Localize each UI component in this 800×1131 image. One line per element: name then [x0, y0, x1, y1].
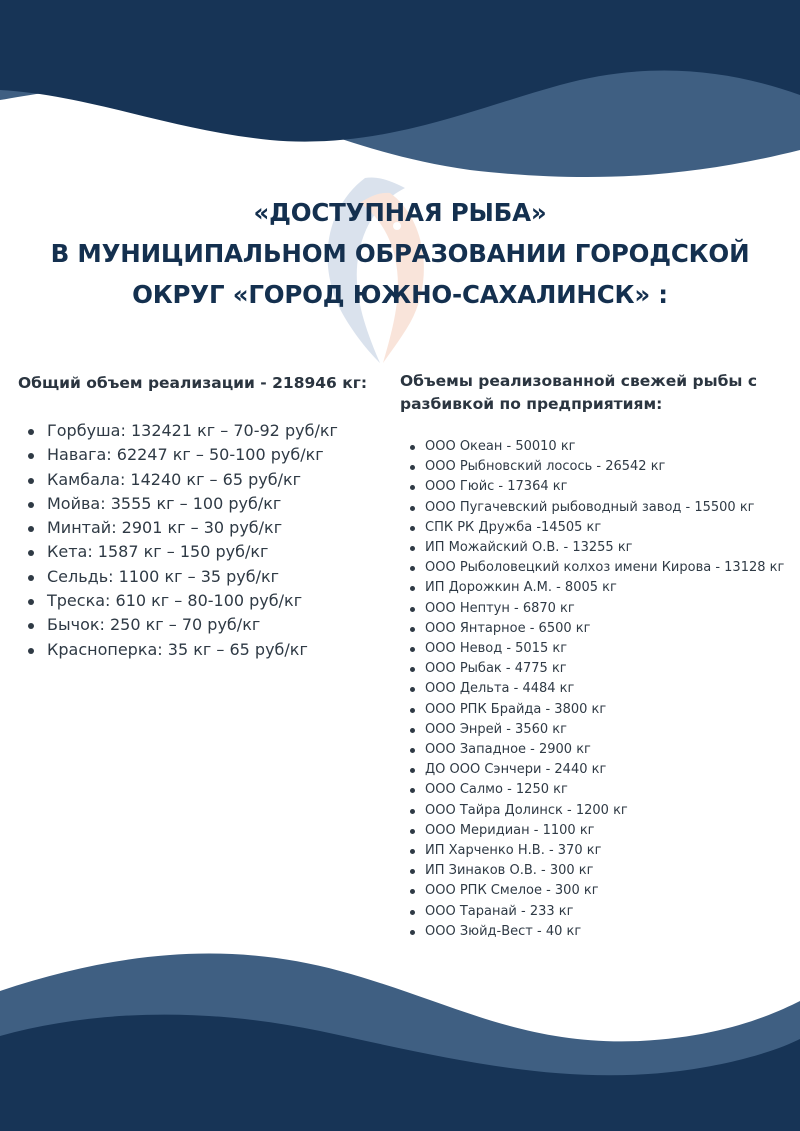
list-item: ООО Рыболовецкий колхоз имени Кирова - 13128 кг — [400, 558, 792, 578]
list-item: ООО Западное - 2900 кг — [400, 740, 792, 760]
list-item: ООО Невод - 5015 кг — [400, 639, 792, 659]
enterprise-list — [400, 437, 792, 942]
list-item: ИП Дорожкин А.М. - 8005 кг — [400, 578, 792, 598]
list-item: ООО Меридиан - 1100 кг — [400, 821, 792, 841]
list-item: ООО РПК Смелое - 300 кг — [400, 881, 792, 901]
list-item: ООО РПК Брайда - 3800 кг — [400, 700, 792, 720]
total-volume-heading: Общий объем реализации - 218946 кг: — [18, 374, 368, 392]
list-item: ООО Пугачевский рыбоводный завод - 15500 кг — [400, 498, 792, 518]
title-line-1: «ДОСТУПНАЯ РЫБА» — [253, 198, 547, 227]
bottom-wave-decoration — [0, 931, 800, 1131]
fish-price-list — [18, 419, 383, 662]
title-line-2: В МУНИЦИПАЛЬНОМ ОБРАЗОВАНИИ ГОРОДСКОЙ — [50, 239, 750, 268]
list-item: ДО ООО Сэнчери - 2440 кг — [400, 760, 792, 780]
list-item: Камбала: 14240 кг – 65 руб/кг — [18, 468, 383, 492]
title-line-3: ОКРУГ «ГОРОД ЮЖНО-САХАЛИНСК» : — [132, 280, 668, 309]
list-item: ООО Нептун - 6870 кг — [400, 599, 792, 619]
list-item: СПК РК Дружба -14505 кг — [400, 518, 792, 538]
list-item: Горбуша: 132421 кг – 70-92 руб/кг — [18, 419, 383, 443]
list-item: Навага: 62247 кг – 50-100 руб/кг — [18, 443, 383, 467]
list-item: ООО Янтарное - 6500 кг — [400, 619, 792, 639]
list-item: ИП Зинаков О.В. - 300 кг — [400, 861, 792, 881]
enterprises-heading: Объемы реализованной свежей рыбы с разбивкой по предприятиям: — [400, 372, 758, 413]
list-item: ООО Океан - 50010 кг — [400, 437, 792, 457]
top-wave-decoration — [0, 0, 800, 190]
list-item: ООО Гюйс - 17364 кг — [400, 477, 792, 497]
list-item: Бычок: 250 кг – 70 руб/кг — [18, 613, 383, 637]
page-title — [0, 192, 800, 315]
list-item: ООО Тайра Долинск - 1200 кг — [400, 801, 792, 821]
list-item: ООО Энрей - 3560 кг — [400, 720, 792, 740]
list-item: Мойва: 3555 кг – 100 руб/кг — [18, 492, 383, 516]
list-item: ИП Можайский О.В. - 13255 кг — [400, 538, 792, 558]
list-item: Минтай: 2901 кг – 30 руб/кг — [18, 516, 383, 540]
list-item: Кета: 1587 кг – 150 руб/кг — [18, 540, 383, 564]
list-item: ООО Таранай - 233 кг — [400, 902, 792, 922]
list-item: ООО Дельта - 4484 кг — [400, 679, 792, 699]
list-item: ООО Салмо - 1250 кг — [400, 780, 792, 800]
list-item: ИП Харченко Н.В. - 370 кг — [400, 841, 792, 861]
list-item: Треска: 610 кг – 80-100 руб/кг — [18, 589, 383, 613]
list-item: ООО Рыбак - 4775 кг — [400, 659, 792, 679]
list-item: Красноперка: 35 кг – 65 руб/кг — [18, 638, 383, 662]
list-item: Сельдь: 1100 кг – 35 руб/кг — [18, 565, 383, 589]
list-item: ООО Зюйд-Вест - 40 кг — [400, 922, 792, 942]
list-item: ООО Рыбновский лосось - 26542 кг — [400, 457, 792, 477]
enterprises-section — [400, 370, 792, 942]
total-volume-section — [18, 372, 383, 662]
